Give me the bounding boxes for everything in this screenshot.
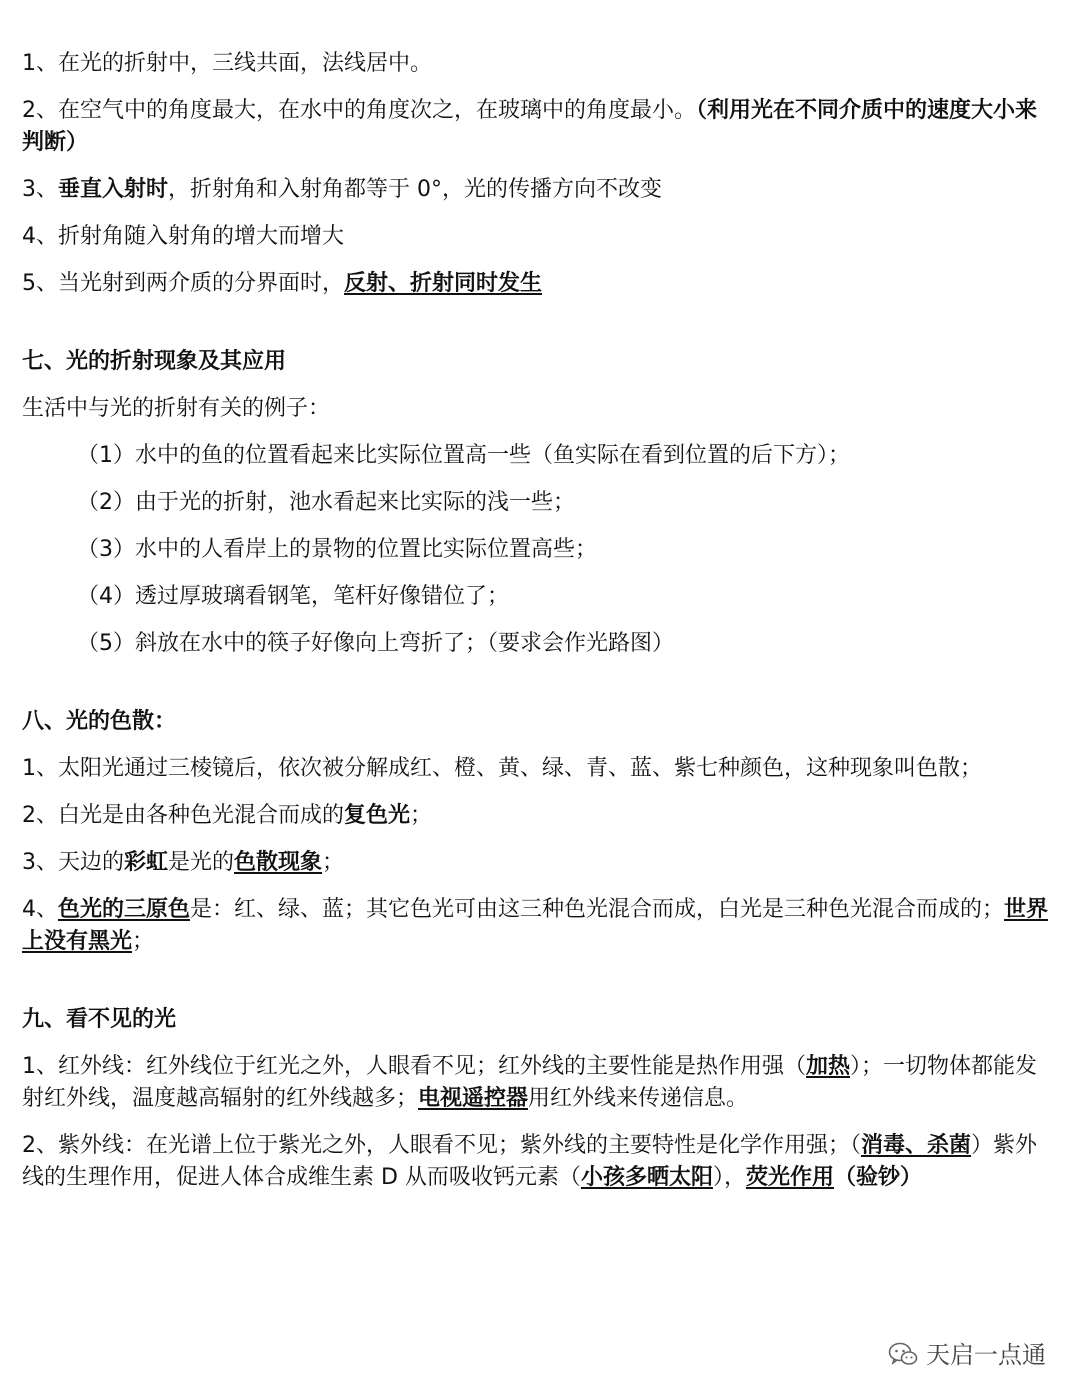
s9-ir-underlined: 加热 bbox=[806, 1054, 851, 1079]
s8-l2-bold: 复色光 bbox=[344, 803, 411, 828]
rule-3-text: ，折射角和入射角都等于 0°，光的传播方向不改变 bbox=[168, 177, 663, 202]
rule-3-prefix: 3、 bbox=[22, 177, 58, 202]
rule-2 bbox=[22, 95, 1052, 159]
s9-uv-bold: （验钞） bbox=[833, 1165, 922, 1190]
section-9-infrared bbox=[22, 1051, 1052, 1115]
rule-4-text: 4、折射角随入射角的增大而增大 bbox=[22, 224, 344, 249]
s8-l4-underlined: 色光的三原色 bbox=[58, 897, 191, 922]
rule-2-text: 2、在空气中的角度最大，在水中的角度次之，在玻璃中的角度最小。 bbox=[22, 98, 696, 123]
section-8-line-3 bbox=[22, 847, 1052, 879]
s9-uv-underlined-3: 荧光作用 bbox=[745, 1165, 834, 1190]
section-7-item-4: （4）透过厚玻璃看钢笔，笔杆好像错位了； bbox=[77, 584, 509, 609]
section-8-heading: 八、光的色散： bbox=[22, 709, 177, 734]
rule-3 bbox=[22, 174, 1052, 206]
s8-l4-underlined-2: 世界上没有黑光 bbox=[22, 897, 1049, 954]
s8-l3-underlined: 色散现象 bbox=[234, 850, 323, 875]
s9-ir-text: 1、红外线：红外线位于红光之外，人眼看不见；红外线的主要性能是热作用强（ bbox=[22, 1054, 806, 1079]
s8-l3-bold: 彩虹 bbox=[124, 850, 169, 875]
s9-ir-underlined-2: 电视遥控器 bbox=[418, 1086, 529, 1111]
watermark bbox=[888, 1339, 1046, 1371]
s8-l2-post: ； bbox=[410, 803, 433, 828]
wechat-icon bbox=[888, 1342, 918, 1368]
watermark-text: 天启一点通 bbox=[926, 1341, 1046, 1369]
s9-uv-underlined-2: 小孩多晒太阳 bbox=[580, 1165, 713, 1190]
s9-ir-mid: ）；一切物体都能发射红外线，温度越高辐射的红外线越多； bbox=[22, 1054, 1038, 1111]
rule-4 bbox=[22, 221, 1052, 253]
document-body bbox=[22, 48, 1052, 1194]
s9-uv-mid-2: ）， bbox=[712, 1165, 746, 1190]
section-7-item-1: （1）水中的鱼的位置看起来比实际位置高一些（鱼实际在看到位置的后下方）； bbox=[77, 443, 850, 468]
section-7-item-2: （2）由于光的折射，池水看起来比实际的浅一些； bbox=[77, 490, 575, 515]
rule-5 bbox=[22, 268, 1052, 300]
rule-5-text: 5、当光射到两介质的分界面时， bbox=[22, 271, 344, 296]
section-9-ultraviolet bbox=[22, 1130, 1052, 1194]
section-8-line-2 bbox=[22, 800, 1052, 832]
s9-uv-mid: ）紫外线的生理作用，促进人体合成维生素 D 从而吸收钙元素（ bbox=[22, 1133, 1038, 1190]
section-8-line-4 bbox=[22, 894, 1052, 958]
section-8-line-1: 1、太阳光通过三棱镜后，依次被分解成红、橙、黄、绿、青、蓝、紫七种颜色，这种现象叫色散； bbox=[22, 756, 983, 781]
s8-l3-text: 3、天边的 bbox=[22, 850, 124, 875]
rule-5-underlined: 反射、折射同时发生 bbox=[344, 271, 543, 296]
section-9-heading: 九、看不见的光 bbox=[22, 1007, 177, 1032]
s8-l4-mid: 是：红、绿、蓝；其它色光可由这三种色光混合而成，白光是三种色光混合而成的； bbox=[190, 897, 1005, 922]
section-7-item-5: （5）斜放在水中的筷子好像向上弯折了；（要求会作光路图） bbox=[77, 631, 674, 656]
section-7-item-3: （3）水中的人看岸上的景物的位置比实际位置高些； bbox=[77, 537, 597, 562]
rule-2-bold: （利用光在不同介质中的速度大小来判断） bbox=[22, 98, 1038, 155]
s8-l4-text: 4、 bbox=[22, 897, 58, 922]
s9-uv-text: 2、紫外线：在光谱上位于紫光之外，人眼看不见；紫外线的主要特性是化学作用强；（ bbox=[22, 1133, 861, 1158]
rule-1 bbox=[22, 48, 1052, 80]
s8-l2-text: 2、白光是由各种色光混合而成的 bbox=[22, 803, 344, 828]
rule-3-bold: 垂直入射时 bbox=[58, 177, 169, 202]
s8-l3-post: ； bbox=[322, 850, 345, 875]
s9-uv-underlined: 消毒、杀菌 bbox=[861, 1133, 972, 1158]
s9-ir-post: 用红外线来传递信息。 bbox=[528, 1086, 749, 1111]
section-7-intro: 生活中与光的折射有关的例子： bbox=[22, 396, 331, 421]
rule-1-text: 1、在光的折射中，三线共面，法线居中。 bbox=[22, 51, 432, 76]
s8-l4-post: ； bbox=[132, 929, 155, 954]
section-7-heading: 七、光的折射现象及其应用 bbox=[22, 349, 287, 374]
s8-l3-mid: 是光的 bbox=[168, 850, 235, 875]
